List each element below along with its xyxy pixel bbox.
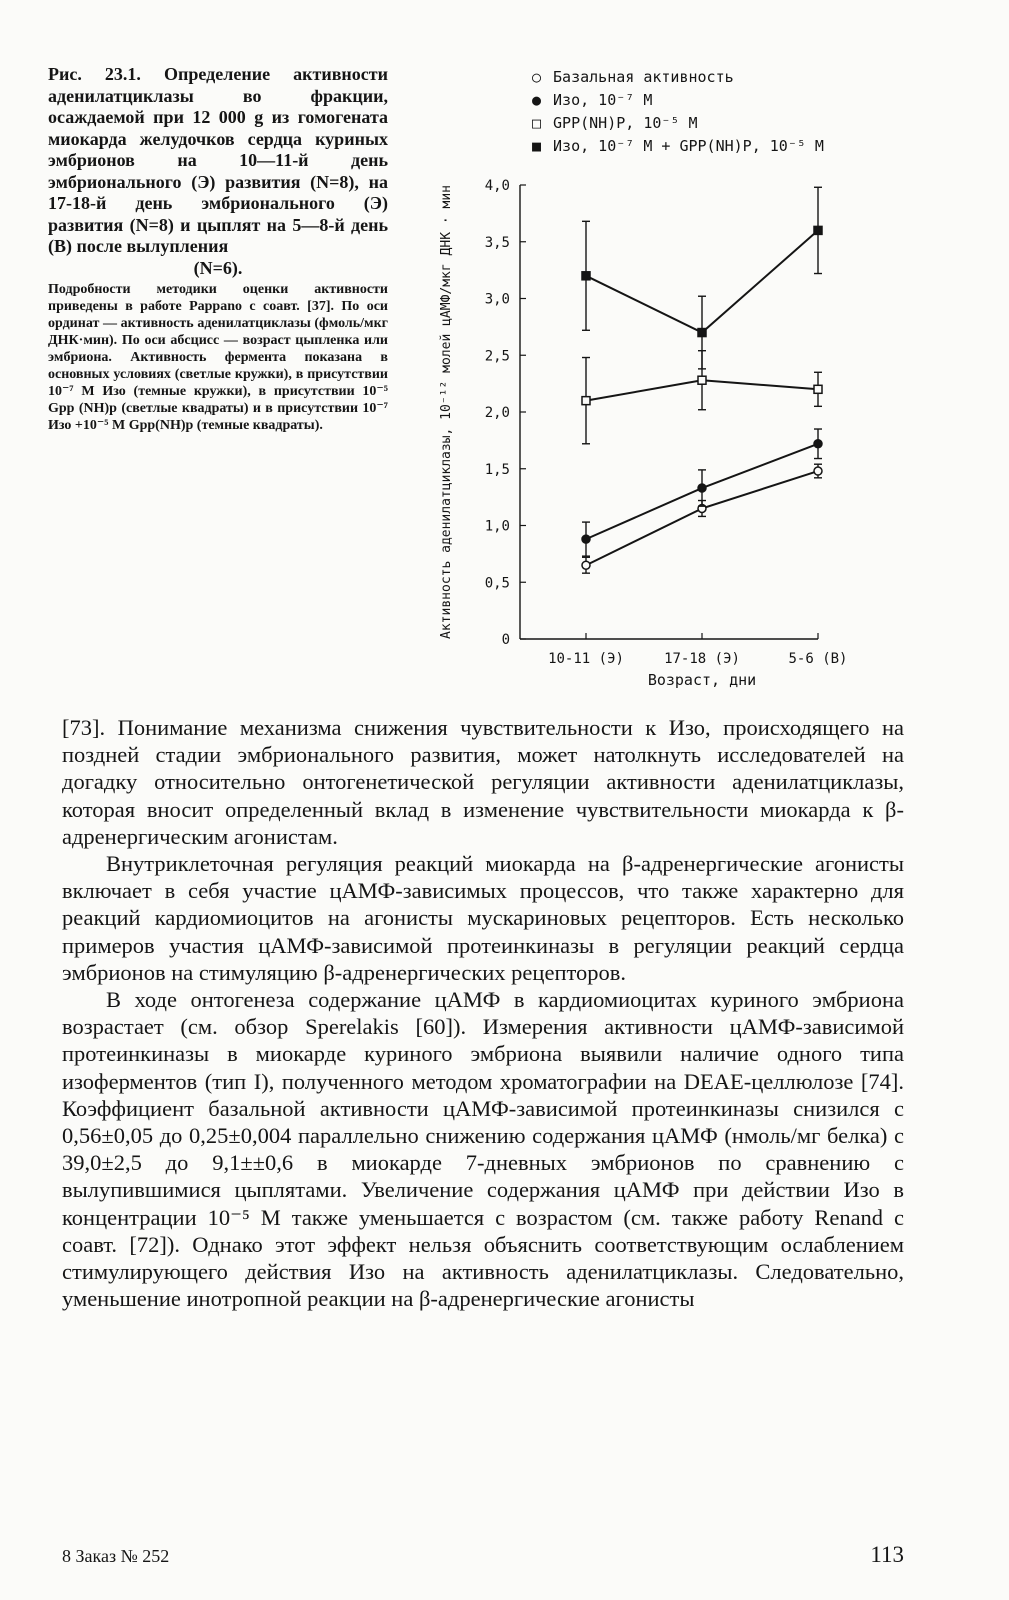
body-text xyxy=(62,714,904,1312)
figure-caption xyxy=(48,64,388,434)
data-point xyxy=(814,467,822,475)
series-1 xyxy=(582,429,822,556)
paragraph-3: В ходе онтогенеза содержание цАМФ в кардиомиоцитах куриного эмбриона возрастает (см. обзор Sperelakis [60]). Измерения активности цАМФ-зависимой протеинкиназы в миокарде куриного эмбриона выявили наличие одного типа изоферментов (тип I), полученного методом хроматографии на DEAE-целлюлозе [74]. Коэффициент базальной активности цАМФ-зависимой протеинкиназы снизился с 0,56±0,05 до 0,25±0,004 параллельно снижению содержания цАМФ (нмоль/мг белка) с 39,0±2,5 до 9,1±±0,6 в миокарде 7-дневных эмбрионов по сравнению с вылупившимися цыплятами. Увеличение содержания цАМФ при действии Изо в концентрации 10⁻⁵ М также уменьшается с возрастом (см. также работу Renand с соавт. [72]). Однако этот эффект нельзя объяснить соответствующим ослаблением стимулирующего действия Изо на активность аденилатциклазы. Следовательно, уменьшение инотропной реакции на β-адренергические агонисты xyxy=(62,987,904,1312)
figure-n-note: (N=6). xyxy=(193,257,243,278)
chart-series xyxy=(582,187,822,573)
figure-details: Подробности методики оценки активности приведены в работе Pappano с соавт. [37]. По оси ординат — активность аденилатциклазы (фмоль/мкг ДНК·мин). По оси абсцисс — возраст цыпленка или эмбриона. Активность фермента показана в основных условиях (светлые кружки), в присутствии 10⁻⁷ М Изо (темные кружки), в присутствии 10⁻⁵ Gpp (NH)p (светлые квадраты) и в присутствии 10⁻⁷ Изо +10⁻⁵ М Gpp(NH)p (темные квадраты). xyxy=(48,282,388,433)
chart-legend xyxy=(532,66,912,158)
legend-item-iso xyxy=(532,89,912,112)
legend-item-iso-gpp xyxy=(532,135,912,158)
y-axis-label: Активность аденилатциклазы, 10⁻¹² молей цАМФ/мкг ДНК · мин xyxy=(439,185,454,639)
data-point xyxy=(582,397,590,405)
print-order-note: 8 Заказ № 252 xyxy=(62,1546,170,1566)
data-point xyxy=(814,385,822,393)
legend-marker-basal: ○ xyxy=(532,68,542,86)
data-point xyxy=(814,226,822,234)
paragraph-1: [73]. Понимание механизма снижения чувствительности к Изо, происходящего на поздней стадии эмбрионального развития, может натолкнуть исследователей на догадку относительно онтогенетической регуляции активности аденилатциклазы, которая вносит определенный вклад в изменение чувствительности миокарда к β-адренергическим агонистам. xyxy=(62,715,904,849)
x-tick-label: 17-18 (Э) xyxy=(664,651,740,667)
legend-item-gpp xyxy=(532,112,912,135)
x-tick-label: 10-11 (Э) xyxy=(548,651,624,667)
data-point xyxy=(698,484,706,492)
y-tick-label: 3,5 xyxy=(484,234,510,251)
legend-marker-iso-gpp: ■ xyxy=(532,137,542,155)
y-tick-label: 0,5 xyxy=(484,575,510,592)
legend-item-basal xyxy=(532,66,912,89)
y-tick-label: 1,0 xyxy=(484,518,510,535)
data-point xyxy=(698,376,706,384)
data-point xyxy=(814,440,822,448)
data-point xyxy=(582,561,590,569)
x-axis-label: Возраст, дни xyxy=(647,671,757,689)
data-point xyxy=(698,329,706,337)
legend-label-gpp: GPP(NH)P, 10⁻⁵ М xyxy=(553,114,698,132)
y-tick-label: 2,0 xyxy=(484,405,510,421)
y-tick-label: 0 xyxy=(501,632,510,648)
y-tick-label: 3,0 xyxy=(484,291,510,308)
adenylate-cyclase-chart xyxy=(420,165,880,695)
series-3 xyxy=(582,187,822,369)
data-point xyxy=(582,272,590,280)
y-tick-label: 2,5 xyxy=(484,348,510,365)
legend-marker-iso: ● xyxy=(532,91,542,109)
legend-label-basal: Базальная активность xyxy=(553,68,734,86)
page-number: 113 xyxy=(870,1542,904,1567)
y-tick-label: 1,5 xyxy=(484,461,510,478)
paragraph-2: Внутриклеточная регуляция реакций миокарда на β-адренергические агонисты включает в себя участие цАМФ-зависимых процессов, что также характерно для реакций кардиомиоцитов на агонисты мускариновых рецепторов. Есть несколько примеров участия цАМФ-зависимой протеинкиназы в регуляции реакций сердца эмбрионов на стимуляцию β-адренергических рецепторов. xyxy=(62,851,904,985)
y-tick-label: 4,0 xyxy=(484,178,510,194)
x-tick-label: 5-6 (В) xyxy=(788,651,848,667)
figure-title: Определение активности аденилатциклазы во фракции, осаждаемой при 12 000 g из гомогената миокарда желудочков сердца куриных эмбрионов на 10—11-й день эмбрионального (Э) развития (N=8), на 17-18-й день эмбрионального (Э) развития (N=8) и цыплят на 5—8-й день (В) после вылупления xyxy=(48,64,389,256)
data-point xyxy=(582,535,590,543)
figure-label: Рис. 23.1. xyxy=(48,64,141,84)
page-footer xyxy=(62,1542,904,1576)
legend-label-iso: Изо, 10⁻⁷ М xyxy=(553,91,653,109)
legend-label-iso-gpp: Изо, 10⁻⁷ М + GPP(NH)P, 10⁻⁵ М xyxy=(553,137,824,155)
legend-marker-gpp: □ xyxy=(532,114,542,132)
